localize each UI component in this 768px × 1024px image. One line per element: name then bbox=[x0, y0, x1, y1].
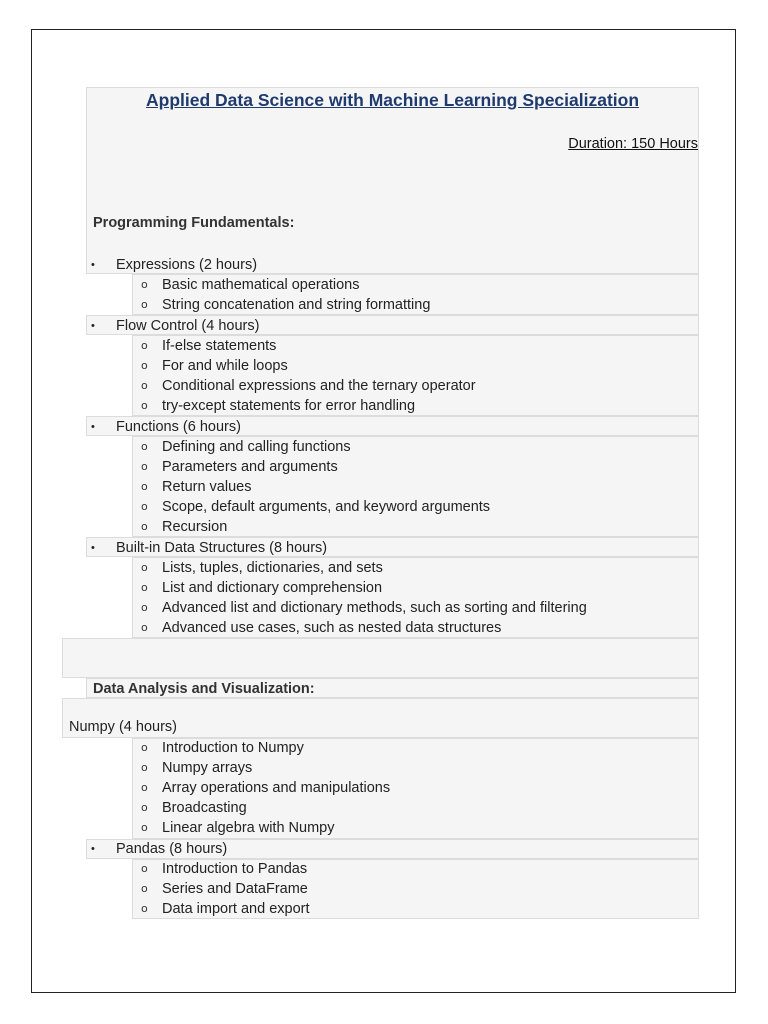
sub-bullet-icon: o bbox=[141, 500, 148, 513]
sub-bullet-icon: o bbox=[141, 379, 148, 392]
topic-numpy: Numpy (4 hours) bbox=[69, 719, 177, 735]
list-item: Advanced use cases, such as nested data structures bbox=[162, 620, 502, 636]
bullet-icon: • bbox=[91, 542, 95, 554]
sub-bullet-icon: o bbox=[141, 581, 148, 594]
bullet-icon: • bbox=[91, 421, 95, 433]
sub-bullet-icon: o bbox=[141, 480, 148, 493]
sub-bullet-icon: o bbox=[141, 761, 148, 774]
list-item: Introduction to Pandas bbox=[162, 861, 308, 877]
sub-bullet-icon: o bbox=[141, 460, 148, 473]
sub-bullet-icon: o bbox=[141, 601, 148, 614]
header-block bbox=[86, 87, 699, 274]
sub-bullet-icon: o bbox=[141, 520, 148, 533]
sub-bullet-icon: o bbox=[141, 339, 148, 352]
sub-bullet-icon: o bbox=[141, 561, 148, 574]
list-item: Introduction to Numpy bbox=[162, 740, 304, 756]
bullet-icon: • bbox=[91, 320, 95, 332]
sub-bullet-icon: o bbox=[141, 801, 148, 814]
section-heading-analysis: Data Analysis and Visualization: bbox=[93, 681, 315, 697]
topic-data-structures: Built-in Data Structures (8 hours) bbox=[116, 540, 328, 556]
duration-label: Duration: 150 Hours bbox=[568, 136, 698, 152]
sub-bullet-icon: o bbox=[141, 359, 148, 372]
list-item: Recursion bbox=[162, 519, 228, 535]
list-item: Return values bbox=[162, 479, 252, 495]
list-item: Array operations and manipulations bbox=[162, 780, 391, 796]
list-item: If-else statements bbox=[162, 338, 277, 354]
topic-flow-control: Flow Control (4 hours) bbox=[116, 318, 260, 334]
list-item: Basic mathematical operations bbox=[162, 277, 360, 293]
sub-bullet-icon: o bbox=[141, 821, 148, 834]
topic-expressions: Expressions (2 hours) bbox=[116, 257, 258, 273]
topic-pandas: Pandas (8 hours) bbox=[116, 841, 228, 857]
sub-bullet-icon: o bbox=[141, 781, 148, 794]
spacer-block bbox=[62, 638, 699, 678]
sub-bullet-icon: o bbox=[141, 621, 148, 634]
sub-bullet-icon: o bbox=[141, 741, 148, 754]
bullet-icon: • bbox=[91, 259, 95, 271]
list-item: Scope, default arguments, and keyword arguments bbox=[162, 499, 491, 515]
list-item: Defining and calling functions bbox=[162, 439, 351, 455]
list-item: Conditional expressions and the ternary operator bbox=[162, 378, 476, 394]
sub-bullet-icon: o bbox=[141, 278, 148, 291]
sub-bullet-icon: o bbox=[141, 440, 148, 453]
list-item: String concatenation and string formatting bbox=[162, 297, 431, 313]
sub-bullet-icon: o bbox=[141, 862, 148, 875]
list-item: For and while loops bbox=[162, 358, 288, 374]
list-item: Lists, tuples, dictionaries, and sets bbox=[162, 560, 383, 576]
bullet-icon: • bbox=[91, 843, 95, 855]
sub-bullet-icon: o bbox=[141, 902, 148, 915]
list-item: List and dictionary comprehension bbox=[162, 580, 383, 596]
list-item: Series and DataFrame bbox=[162, 881, 308, 897]
list-item: Numpy arrays bbox=[162, 760, 253, 776]
list-item: Linear algebra with Numpy bbox=[162, 820, 335, 836]
sub-bullet-icon: o bbox=[141, 882, 148, 895]
section-heading-programming: Programming Fundamentals: bbox=[93, 215, 295, 231]
topic-functions: Functions (6 hours) bbox=[116, 419, 241, 435]
sub-bullet-icon: o bbox=[141, 399, 148, 412]
list-item: Parameters and arguments bbox=[162, 459, 338, 475]
list-item: try-except statements for error handling bbox=[162, 398, 416, 414]
list-item: Data import and export bbox=[162, 901, 310, 917]
sub-bullet-icon: o bbox=[141, 298, 148, 311]
list-item: Broadcasting bbox=[162, 800, 247, 816]
document-title: Applied Data Science with Machine Learning Specialization bbox=[146, 90, 640, 110]
list-item: Advanced list and dictionary methods, such as sorting and filtering bbox=[162, 600, 587, 616]
